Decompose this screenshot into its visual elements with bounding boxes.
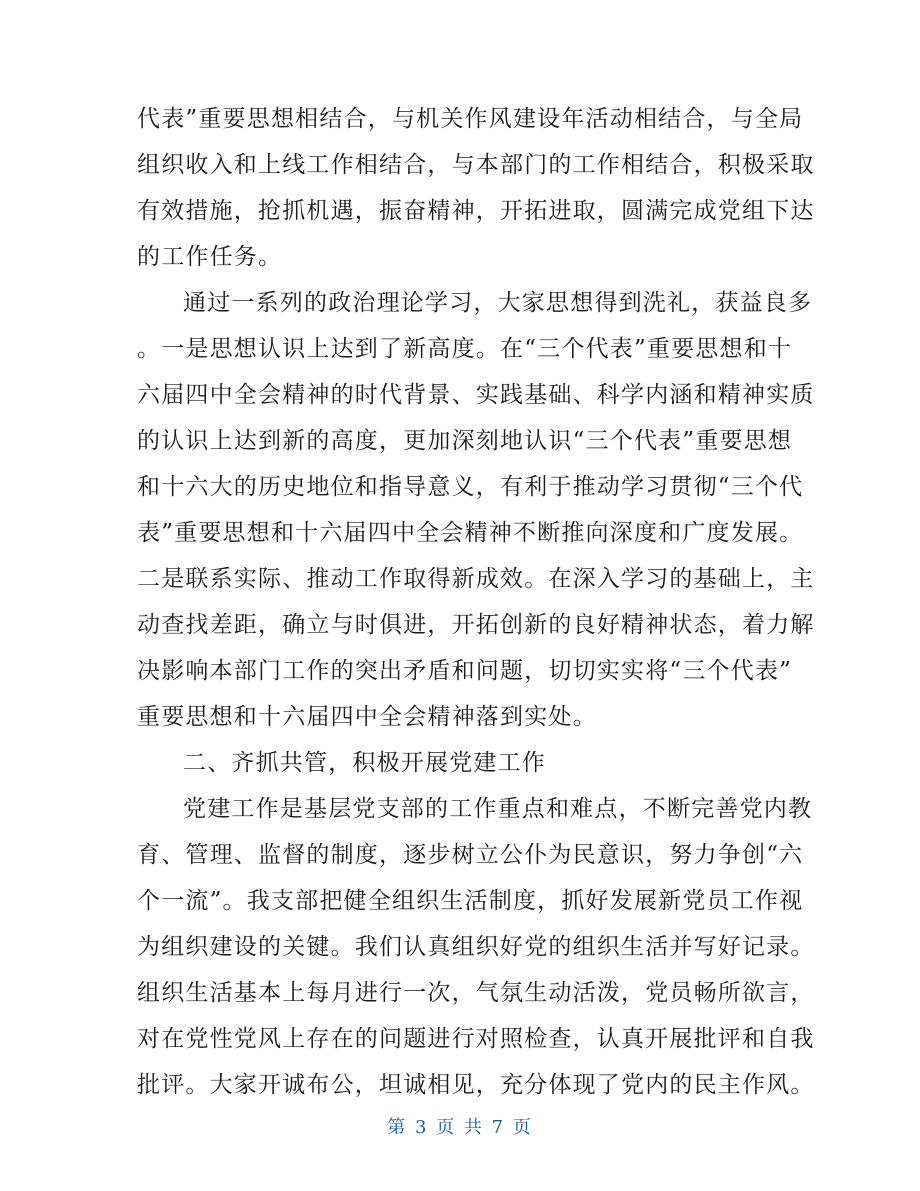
paragraph-start-line: 通过一系列的政治理论学习，大家思想得到洗礼，获益良多 [183, 290, 813, 316]
text-line: 决影响本部门工作的突出矛盾和问题，切切实实将“三个代表” [137, 658, 793, 684]
text-line: 的认识上达到新的高度，更加深刻地认识“三个代表”重要思想 [137, 428, 793, 454]
text-line: 批评。大家开诚布公，坦诚相见，充分体现了党内的民主作风。 [137, 1072, 815, 1098]
text-line: 表”重要思想和十六届四中全会精神不断推向深度和广度发展。 [137, 520, 804, 546]
text-line: 对在党性党风上存在的问题进行对照检查，认真开展批评和自我 [137, 1026, 815, 1052]
text-line: 个一流”。我支部把健全组织生活制度，抓好发展新党员工作视 [137, 888, 804, 914]
text-line: 重要思想和十六届四中全会精神落到实处。 [137, 704, 597, 730]
text-line: 二是联系实际、推动工作取得新成效。在深入学习的基础上，主 [137, 566, 815, 592]
text-line: 动查找差距，确立与时俱进，开拓创新的良好精神状态，着力解 [137, 612, 815, 638]
text-line: 六届四中全会精神的时代背景、实践基础、科学内涵和精神实质 [137, 382, 815, 408]
paragraph-start-line: 党建工作是基层党支部的工作重点和难点，不断完善党内教 [183, 796, 813, 822]
section-heading: 二、齐抓共管，积极开展党建工作 [183, 750, 546, 776]
text-line: 组织生活基本上每月进行一次，气氛生动活泼，党员畅所欲言， [137, 980, 815, 1006]
text-line: 育、管理、监督的制度，逐步树立公仆为民意识，努力争创“六 [137, 842, 804, 868]
text-line: 代表”重要思想相结合，与机关作风建设年活动相结合，与全局 [137, 106, 804, 132]
text-line: 。一是思想认识上达到了新高度。在“三个代表”重要思想和十 [137, 336, 793, 362]
text-line: 为组织建设的关键。我们认真组织好党的组织生活并写好记录。 [137, 934, 815, 960]
page-number-footer: 第 3 页 共 7 页 [387, 1117, 533, 1138]
text-line: 的工作任务。 [137, 244, 283, 270]
text-line: 和十六大的历史地位和指导意义，有利于推动学习贯彻“三个代 [137, 474, 804, 500]
text-line: 组织收入和上线工作相结合，与本部门的工作相结合，积极采取 [137, 152, 815, 178]
text-line: 有效措施，抢抓机遇，振奋精神，开拓进取，圆满完成党组下达 [137, 198, 815, 224]
